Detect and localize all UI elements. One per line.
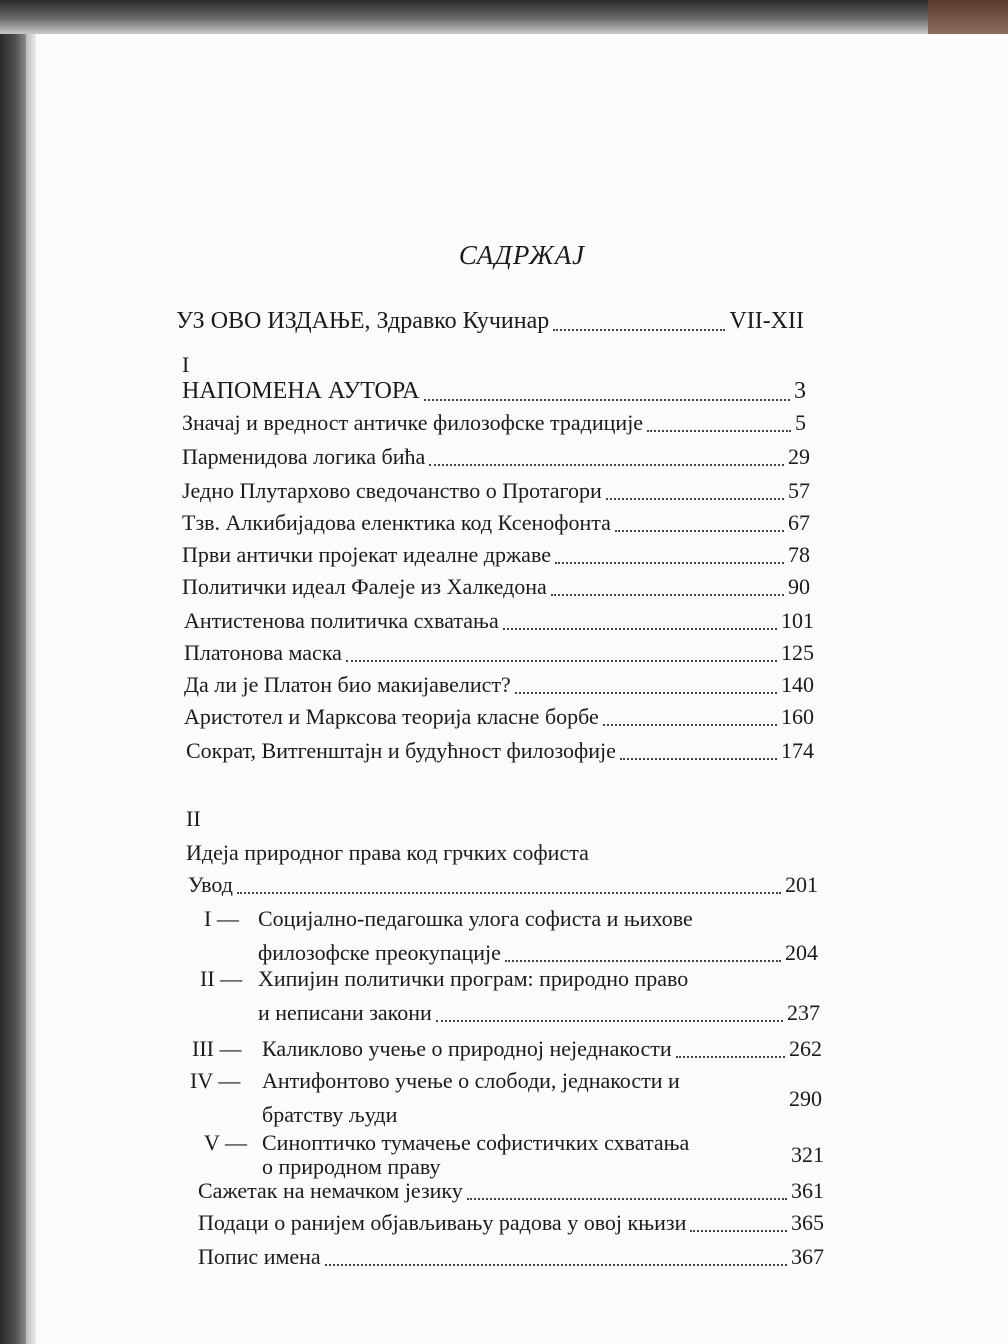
leader-dots: [436, 1020, 783, 1022]
chapter-title-line1: Хипијин политички програм: природно право: [258, 966, 689, 991]
chapter-number: I —: [204, 906, 239, 931]
chapter-title-line2: [262, 1086, 822, 1128]
toc-entry-page: 140: [781, 672, 814, 697]
leader-dots: [467, 1198, 787, 1200]
toc-entry-text: Значај и вредност античке филозофске традиције: [182, 410, 644, 435]
toc-entry-text: Аристотел и Марксова теорија класне борбе: [184, 704, 599, 729]
toc-entry-text: Попис имена: [198, 1244, 321, 1269]
chapter-title-line1: Антифонтово учење о слободи, једнакости и: [262, 1068, 680, 1093]
toc-entry-page: 321: [791, 1142, 824, 1167]
toc-entry-page: 262: [789, 1036, 822, 1061]
toc-entry-text: Платонова маска: [184, 640, 342, 665]
chapter-title-line1: [262, 1036, 822, 1062]
toc-entry: [184, 704, 814, 730]
chapter-number: V —: [204, 1130, 247, 1155]
book-page: [36, 34, 1008, 1344]
toc-entry-page: 5: [795, 410, 806, 435]
toc-entry-page: 204: [785, 940, 818, 965]
toc-entry-text: о природном праву: [262, 1154, 441, 1179]
chapter-number: IV —: [190, 1068, 241, 1093]
part-label-2: II: [186, 806, 201, 831]
toc-entry-page: 201: [785, 872, 818, 897]
toc-entry-text: и неписани закони: [258, 1000, 432, 1025]
leader-dots: [503, 628, 777, 630]
toc-entry-intro: [176, 308, 804, 335]
leader-dots: [429, 464, 784, 466]
book-top-edge: [0, 0, 1008, 34]
toc-entry: [182, 378, 806, 405]
book-cover-corner: [928, 0, 1008, 34]
toc-entry-uvod: [188, 872, 818, 898]
leader-dots: [606, 498, 784, 500]
toc-entry-text: Каликлово учење о природној неједнакости: [262, 1036, 672, 1061]
toc-entry-text: Парменидова логика бића: [182, 444, 426, 469]
leader-dots: [676, 1056, 785, 1058]
toc-entry-page: 365: [791, 1210, 824, 1235]
leader-dots: [615, 530, 784, 532]
toc-entry-page: 361: [791, 1178, 824, 1203]
toc-entry-text: Да ли је Платон био макијавелист?: [184, 672, 511, 697]
leader-dots: [325, 1264, 787, 1266]
chapter-title-line2: [258, 940, 818, 966]
toc-entry-page: 90: [788, 574, 810, 599]
toc-entry-text: Сократ, Витгенштајн и будућност филозофије: [186, 738, 616, 763]
toc-entry-text: УЗ ОВО ИЗДАЊЕ, Здравко Кучинар: [176, 308, 550, 334]
toc-entry-page: 174: [781, 738, 814, 763]
toc-entry: [182, 542, 810, 568]
toc-entry-page: VII-XII: [729, 308, 804, 334]
toc-entry-text: Увод: [188, 872, 233, 897]
chapter-number: III —: [192, 1036, 242, 1061]
leader-dots: [620, 758, 777, 760]
toc-entry-page: 367: [791, 1244, 824, 1269]
leader-dots: [445, 1174, 787, 1176]
toc-entry: [184, 672, 814, 698]
toc-entry-text: братству људи: [262, 1102, 398, 1127]
toc-entry-text: Тзв. Алкибијадова еленктика код Ксенофонта: [182, 510, 611, 535]
toc-entry-text: филозофске преокупације: [258, 940, 501, 965]
toc-entry-page: 237: [787, 1000, 820, 1025]
toc-entry-text: Политички идеал Фалеје из Халкедона: [182, 574, 547, 599]
leader-dots: [555, 562, 784, 564]
leader-dots: [647, 430, 791, 432]
chapter-title-line1: Социјално-педагошка улога софиста и њихове: [258, 906, 693, 931]
toc-entry: [182, 478, 810, 504]
book-spine-shadow: [0, 0, 26, 1344]
toc-entry-text: Једно Плутархово сведочанство о Протагори: [182, 478, 602, 503]
leader-dots: [424, 399, 791, 401]
toc-entry: [198, 1178, 824, 1204]
part-label-1: I: [182, 352, 190, 377]
toc-entry: [182, 574, 810, 600]
toc-entry: [184, 640, 814, 666]
toc-entry-page: 57: [788, 478, 810, 503]
leader-dots: [551, 594, 784, 596]
toc-entry-text: Сажетак на немачком језику: [198, 1178, 463, 1203]
toc-entry: [184, 608, 814, 634]
toc-entry: [198, 1210, 824, 1236]
toc-entry-text: Први антички пројекат идеалне државе: [182, 542, 551, 567]
chapter-title-line2: [258, 1000, 820, 1026]
leader-dots: [603, 724, 777, 726]
leader-dots: [690, 1230, 787, 1232]
toc-entry-text: Антистенова политичка схватања: [184, 608, 499, 633]
toc-entry-page: 160: [781, 704, 814, 729]
toc-entry-text: НАПОМЕНА АУТОРА: [182, 378, 420, 404]
toc-entry-text: Подаци о ранијем објављивању радова у овој књизи: [198, 1210, 687, 1235]
toc-entry: [182, 510, 810, 536]
toc-entry: [198, 1244, 824, 1270]
leader-dots: [515, 692, 777, 694]
leader-dots: [401, 1122, 785, 1124]
leader-dots: [505, 960, 781, 962]
chapter-title-line1: Синоптичко тумачење софистичких схватања: [262, 1130, 690, 1155]
leader-dots: [237, 892, 781, 894]
leader-dots: [346, 660, 777, 662]
leader-dots: [553, 329, 725, 331]
toc-entry-page: 3: [794, 378, 806, 404]
toc-entry-page: 290: [789, 1086, 822, 1111]
toc-entry-page: 29: [788, 444, 810, 469]
toc-entry: [186, 738, 814, 764]
part-heading: Идеја природног права код грчких софиста: [186, 840, 589, 865]
toc-entry-page: 101: [781, 608, 814, 633]
toc-entry: [182, 410, 806, 436]
page-title: САДРЖАЈ: [458, 240, 586, 270]
toc-entry-page: 78: [788, 542, 810, 567]
toc-entry-page: 125: [781, 640, 814, 665]
toc-entry: [182, 444, 810, 470]
page-gutter: [26, 0, 36, 1344]
toc-entry-page: 67: [788, 510, 810, 535]
chapter-number: II —: [200, 966, 243, 991]
